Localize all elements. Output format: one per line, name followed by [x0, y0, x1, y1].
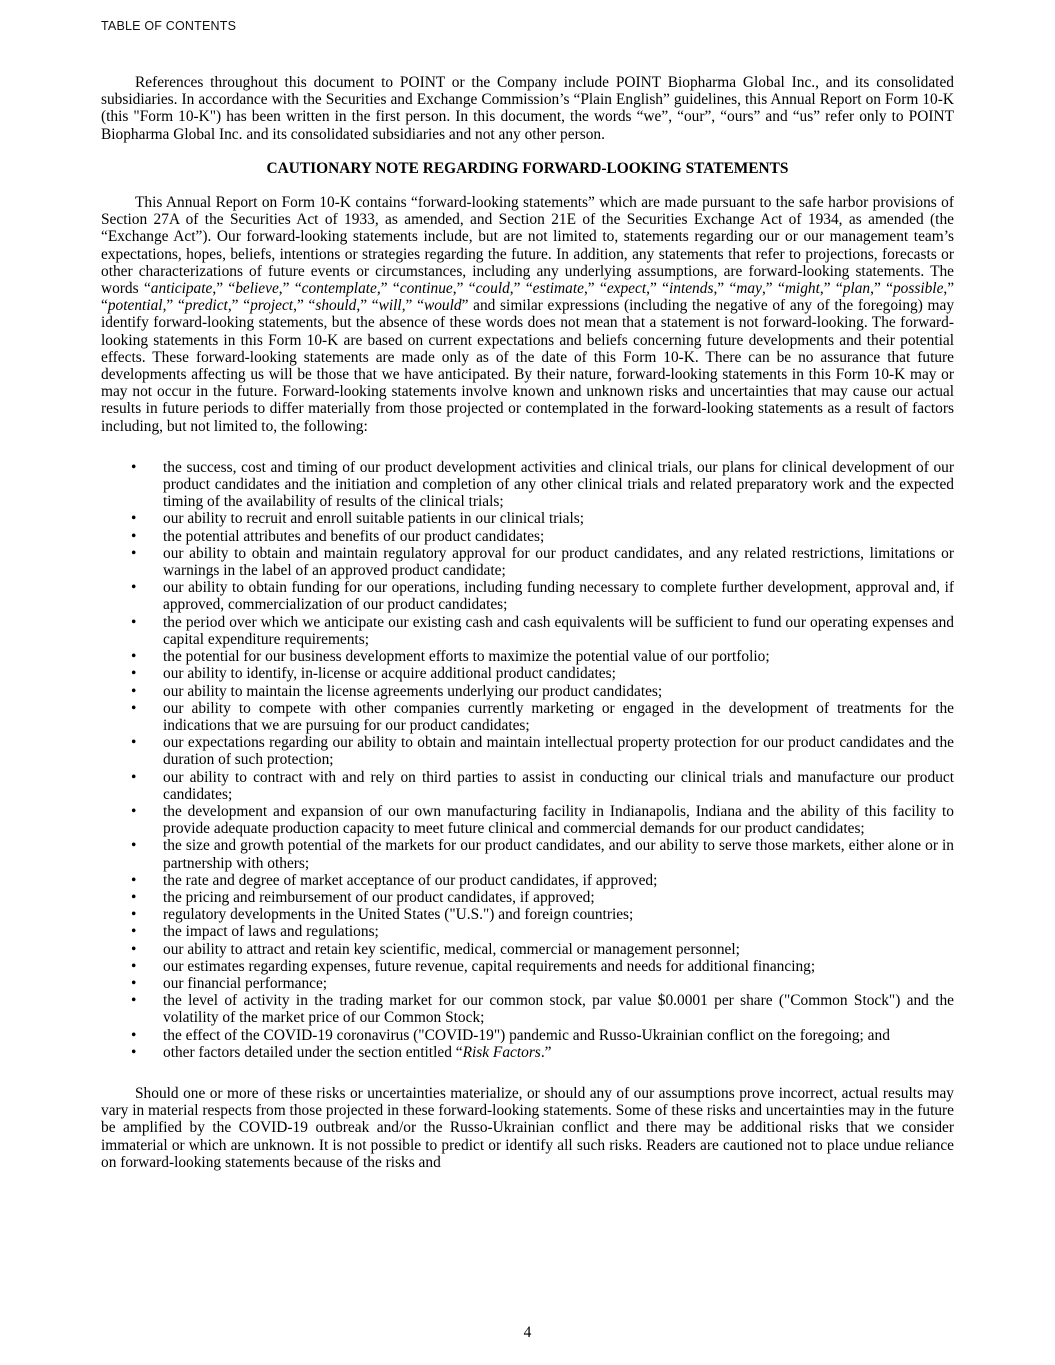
risk-factor-item	[101, 1044, 954, 1061]
fls-keyword: estimate	[532, 280, 584, 298]
bullet-icon: •	[131, 802, 137, 820]
risk-factor-text: our ability to obtain funding for our operations, including funding necessary to complete further development, approval and, if approved, commercialization of our product candidates;	[163, 579, 954, 614]
risk-factor-text: the impact of laws and regulations;	[163, 923, 379, 941]
fls-keyword: believe	[235, 280, 279, 298]
risk-factor-text: our ability to contract with and rely on third parties to assist in conducting our clinical trials and manufacture our product candidates;	[163, 768, 954, 803]
risk-factor-text: the level of activity in the trading market for our common stock, par value $0.0001 per share ("Common Stock") and the volatility of the market price of our Common Stock;	[163, 992, 954, 1027]
bullet-icon: •	[131, 906, 137, 924]
risk-factor-text: the rate and degree of market acceptance of our product candidates, if approved;	[163, 871, 658, 889]
risk-factor-item	[101, 941, 954, 958]
fls-keyword: potential	[107, 297, 163, 315]
fls-keyword: contemplate	[301, 280, 377, 298]
bullet-icon: •	[131, 613, 137, 631]
risk-factor-item	[101, 992, 954, 1026]
risk-factor-text: our financial performance;	[163, 974, 328, 992]
fls-part2: ” and similar expressions (including the negative of any of the foregoing) may identify forward-looking statements, but the absence of these words does not mean that a statement is not forward-looking. The forward-looking statements in this Form 10-K are based on current expectations and beliefs concerning future developments and their potential effects. These forward-looking statements are made only as of the date of this Form 10-K. There can be no assurance that future developments affecting us will be those that we have anticipated. By their nature, forward-looking statements in this Form 10-K may or may not occur in the future. Forward-looking statements involve known and unknown risks and uncertainties that may cause our actual results in future periods to differ materially from those projected or contemplated in the forward-looking statements as a result of factors including, but not limited to, the following:	[101, 297, 955, 435]
bullet-icon: •	[131, 992, 137, 1010]
fls-keyword: continue	[399, 280, 453, 298]
risk-factor-text: the development and expansion of our own manufacturing facility in Indianapolis, Indiana and the ability of this facility to provide adequate production capacity to meet future clinical and commercial demands for our product candidates;	[163, 802, 954, 838]
risk-factor-text: our estimates regarding expenses, future revenue, capital requirements and needs for additional financing;	[163, 957, 816, 975]
risk-factor-item	[101, 459, 954, 511]
risk-factor-text: the potential for our business development efforts to maximize the potential value of our portfolio;	[163, 648, 770, 666]
page-content	[101, 74, 954, 1171]
fls-keyword: anticipate	[150, 280, 213, 298]
risk-factor-item	[101, 665, 954, 682]
risk-factor-text: other factors detailed under the section entitled “	[163, 1043, 463, 1061]
bullet-icon: •	[131, 871, 137, 889]
risk-factor-item	[101, 1027, 954, 1044]
fls-keyword: would	[423, 297, 462, 315]
risk-factor-item	[101, 769, 954, 803]
risk-factor-text: our ability to recruit and enroll suitable patients in our clinical trials;	[163, 510, 584, 528]
risk-factor-item	[101, 700, 954, 734]
risk-factors-section-ref: Risk Factors	[462, 1043, 541, 1061]
bullet-icon: •	[131, 458, 137, 476]
page-number: 4	[523, 1324, 532, 1341]
bullet-icon: •	[131, 544, 137, 562]
risk-factor-text: the size and growth potential of the markets for our product candidates, and our ability to serve those markets, either alone or in partnership with others;	[163, 837, 954, 872]
risk-factor-text: our ability to obtain and maintain regulatory approval for our product candidates, and any related restrictions, limitations or warnings in the label of an approved product candidate;	[163, 544, 954, 580]
risk-factor-item	[101, 803, 954, 837]
bullet-icon: •	[131, 1026, 137, 1044]
risk-factor-item	[101, 958, 954, 975]
bullet-icon: •	[131, 682, 137, 700]
fls-part1: This Annual Report on Form 10-K contains “forward-looking statements” which are made pursuant to the safe harbor provisions of Section 27A of the Securities Act of 1933, as amended, and Section 21E of the Securities Exchange Act of 1934, as amended (the “Exchange Act”). Our forward-looking statements include, but are not limited to, statements regarding our or our management team’s expectations, hopes, beliefs, intentions or strategies regarding the future. In addition, any statements that refer to projections, forecasts or other characterizations of future events or circumstances, including any underlying assumptions, are forward-looking statements. The words “	[101, 194, 954, 298]
risk-factor-text: the effect of the COVID-19 coronavirus ("COVID-19") pandemic and Russo-Ukrainian conflict on the foregoing; and	[163, 1026, 890, 1044]
risk-factor-text: the period over which we anticipate our existing cash and cash equivalents will be sufficient to fund our operating expenses and capital expenditure requirements;	[163, 613, 954, 648]
risk-factor-item	[101, 545, 954, 579]
risk-factor-item	[101, 528, 954, 545]
risk-factor-item	[101, 837, 954, 871]
risk-factor-list	[101, 459, 954, 1061]
risk-factor-text: regulatory developments in the United States ("U.S.") and foreign countries;	[163, 906, 634, 924]
fls-keyword: may	[736, 280, 762, 298]
risk-factor-text: our expectations regarding our ability to obtain and maintain intellectual property protection for our product candidates and the duration of such protection;	[163, 734, 954, 769]
bullet-icon: •	[131, 527, 137, 545]
fls-keyword: predict	[184, 297, 228, 315]
bullet-icon: •	[131, 734, 137, 752]
risk-factor-item	[101, 510, 954, 527]
risk-factor-item	[101, 579, 954, 613]
risk-factor-text: the potential attributes and benefits of our product candidates;	[163, 527, 545, 545]
fls-keyword: possible	[892, 280, 944, 298]
fls-keyword: project	[250, 297, 294, 315]
forward-looking-paragraph	[101, 194, 954, 435]
section-heading: CAUTIONARY NOTE REGARDING FORWARD-LOOKING STATEMENTS	[266, 159, 789, 177]
fls-keyword: should	[315, 297, 357, 315]
fls-keyword: plan	[842, 280, 871, 298]
fls-keyword: intends	[668, 280, 714, 298]
risk-factor-text: the success, cost and timing of our product development activities and clinical trials, our plans for clinical development of our product candidates and the initiation and completion of any other clinical trials and related preparatory work and the expected timing of the availability of results of the clinical trials;	[163, 458, 954, 511]
bullet-icon: •	[131, 699, 137, 717]
risk-factor-text: our ability to identify, in-license or acquire additional product candidates;	[163, 665, 616, 683]
risk-factor-item	[101, 889, 954, 906]
bullet-icon: •	[131, 923, 137, 941]
bullet-icon: •	[131, 974, 137, 992]
intro-paragraph: References throughout this document to POINT or the Company include POINT Biopharma Global Inc., and its consolidated subsidiaries. In accordance with the Securities and Exchange Commission’s “Plain English” guidelines, this Annual Report on Form 10-K (this "Form 10-K") has been written in the first person. In this document, the words “we”, “our”, “ours” and “us” refer only to POINT Biopharma Global Inc. and its consolidated subsidiaries and not any other person.	[101, 74, 954, 143]
risk-factor-item	[101, 906, 954, 923]
risk-factor-item	[101, 872, 954, 889]
bullet-icon: •	[131, 1043, 137, 1061]
risk-factor-item	[101, 975, 954, 992]
risk-factor-item	[101, 648, 954, 665]
bullet-icon: •	[131, 510, 137, 528]
fls-keyword: expect	[606, 280, 647, 298]
bullet-icon: •	[131, 648, 137, 666]
bullet-icon: •	[131, 579, 137, 597]
bullet-icon: •	[131, 665, 137, 683]
risk-factor-text: .”	[540, 1043, 552, 1061]
bullet-icon: •	[131, 888, 137, 906]
fls-keyword: might	[784, 280, 820, 298]
risk-factor-item	[101, 683, 954, 700]
fls-keyword-list: anticipate,” “believe,” “contemplate,” “continue,” “could,” “estimate,” “expect,” “intends,” “may,” “might,” “plan,” “possible,” “potential,” “predict,” “project,” “should,” “will,” “would	[101, 280, 955, 315]
risk-factor-text: our ability to maintain the license agreements underlying our product candidates;	[163, 682, 663, 700]
table-of-contents-link[interactable]: TABLE OF CONTENTS	[101, 19, 237, 33]
risk-factor-text: the pricing and reimbursement of our product candidates, if approved;	[163, 888, 595, 906]
bullet-icon: •	[131, 768, 137, 786]
risk-factor-text: our ability to attract and retain key scientific, medical, commercial or management personnel;	[163, 940, 740, 958]
risk-factor-text: our ability to compete with other companies currently marketing or engaged in the development of treatments for the indications that we are pursuing for our product candidates;	[163, 699, 954, 734]
bullet-icon: •	[131, 837, 137, 855]
risk-factor-item	[101, 923, 954, 940]
bullet-icon: •	[131, 957, 137, 975]
closing-paragraph: Should one or more of these risks or uncertainties materialize, or should any of our assumptions prove incorrect, actual results may vary in material respects from those projected in these forward-looking statements. Some of these risks and uncertainties may in the future be amplified by the COVID-19 outbreak and/or the Russo-Ukrainian conflict and there may be additional risks that we consider immaterial or which are unknown. It is not possible to predict or identify all such risks. Readers are cautioned not to place undue reliance on forward-looking statements because of the risks and	[101, 1084, 954, 1171]
risk-factor-item	[101, 734, 954, 768]
fls-keyword: will	[378, 297, 402, 315]
bullet-icon: •	[131, 940, 137, 958]
fls-keyword: could	[475, 280, 510, 298]
risk-factor-item	[101, 614, 954, 648]
